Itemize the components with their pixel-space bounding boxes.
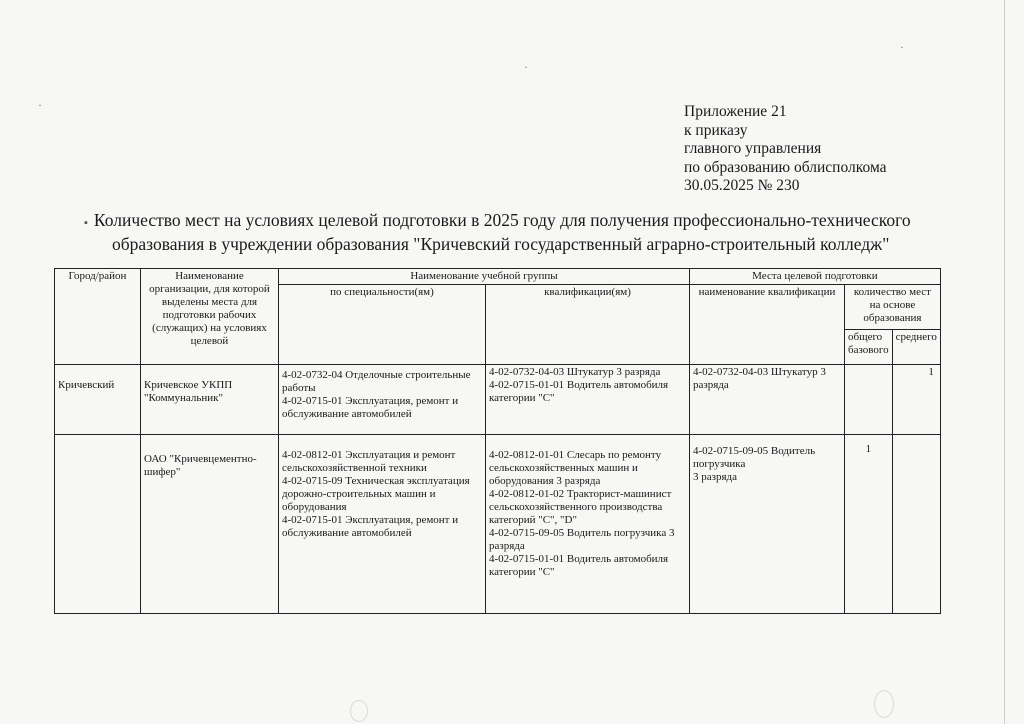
appendix-line: к приказу xyxy=(684,121,748,139)
page-edge xyxy=(1004,0,1005,724)
header-qual: квалификации(ям) xyxy=(486,285,690,365)
cell-spec: 4-02-0812-01 Эксплуатация и ремонт сельскохозяйственной техники 4-02-0715-09 Техническая эксплуатация дорожно-строительных машин и оборудования 4-02-0715-01 Эксплуатация, ремонт и обслуживание автомобилей xyxy=(279,435,486,614)
header-places: Места целевой подготовки xyxy=(690,269,941,285)
table-row xyxy=(55,435,941,614)
header-middle: среднего xyxy=(892,330,940,365)
appendix-line: по образованию облисполкома xyxy=(684,158,887,176)
scan-speck: · xyxy=(38,98,42,112)
cell-org: Кричевское УКПП "Коммунальник" xyxy=(141,365,279,435)
cell-middle xyxy=(892,435,940,614)
bullet-mark: ▪ xyxy=(84,217,88,229)
scan-smudge xyxy=(874,690,894,718)
cell-general: 1 xyxy=(845,435,893,614)
appendix-block xyxy=(684,103,887,196)
cell-spec: 4-02-0732-04 Отделочные строительные работы 4-02-0715-01 Эксплуатация, ремонт и обслуживание автомобилей xyxy=(279,365,486,435)
table-row xyxy=(55,365,941,435)
cell-place-qual: 4-02-0732-04-03 Штукатур 3 разряда xyxy=(690,365,845,435)
header-org: Наименование организации, для которой выделены места для подготовки рабочих (служащих) на условиях целевой xyxy=(141,269,279,365)
cell-qual: 4-02-0732-04-03 Штукатур 3 разряда 4-02-0715-01-01 Водитель автомобиля категории "С" xyxy=(486,365,690,435)
title-line-1: Количество мест на условиях целевой подготовки в 2025 году для получения профессионально-технического xyxy=(93,210,911,230)
title-line-2: образования в учреждении образования "Кричевский государственный аграрно-строительный колледж" xyxy=(112,234,890,254)
appendix-line: главного управления xyxy=(684,140,822,157)
cell-qual: 4-02-0812-01-01 Слесарь по ремонту сельскохозяйственных машин и оборудования 3 разряда 4-02-0812-01-02 Тракторист-машинист сельскохозяйственного производства категорий "С", "D" 4-02-0715-09-05 Водитель погрузчика 3 разряда 4-02-0715-01-01 Водитель автомобиля категории "С" xyxy=(486,435,690,614)
scan-speck: · xyxy=(524,60,528,74)
header-count: количество мест на основе образования xyxy=(845,285,941,330)
header-spec: по специальности(ям) xyxy=(279,285,486,365)
header-city: Город/район xyxy=(55,269,141,365)
cell-city xyxy=(55,435,141,614)
appendix-line: 30.05.2025 № 230 xyxy=(684,177,800,194)
cell-middle: 1 xyxy=(892,365,940,435)
header-group: Наименование учебной группы xyxy=(279,269,690,285)
scan-speck: · xyxy=(900,40,904,54)
cell-place-qual: 4-02-0715-09-05 Водитель погрузчика 3 разряда xyxy=(690,435,845,614)
header-general: общего базового xyxy=(845,330,893,365)
target-places-table xyxy=(54,268,941,614)
header-place-qual: наименование квалификации xyxy=(690,285,845,365)
cell-general xyxy=(845,365,893,435)
cell-org: ОАО "Кричевцементно-шифер" xyxy=(141,435,279,614)
appendix-line: Приложение 21 xyxy=(684,103,787,120)
document-title xyxy=(84,210,944,255)
scan-smudge xyxy=(350,700,368,722)
cell-city: Кричевский xyxy=(55,365,141,435)
